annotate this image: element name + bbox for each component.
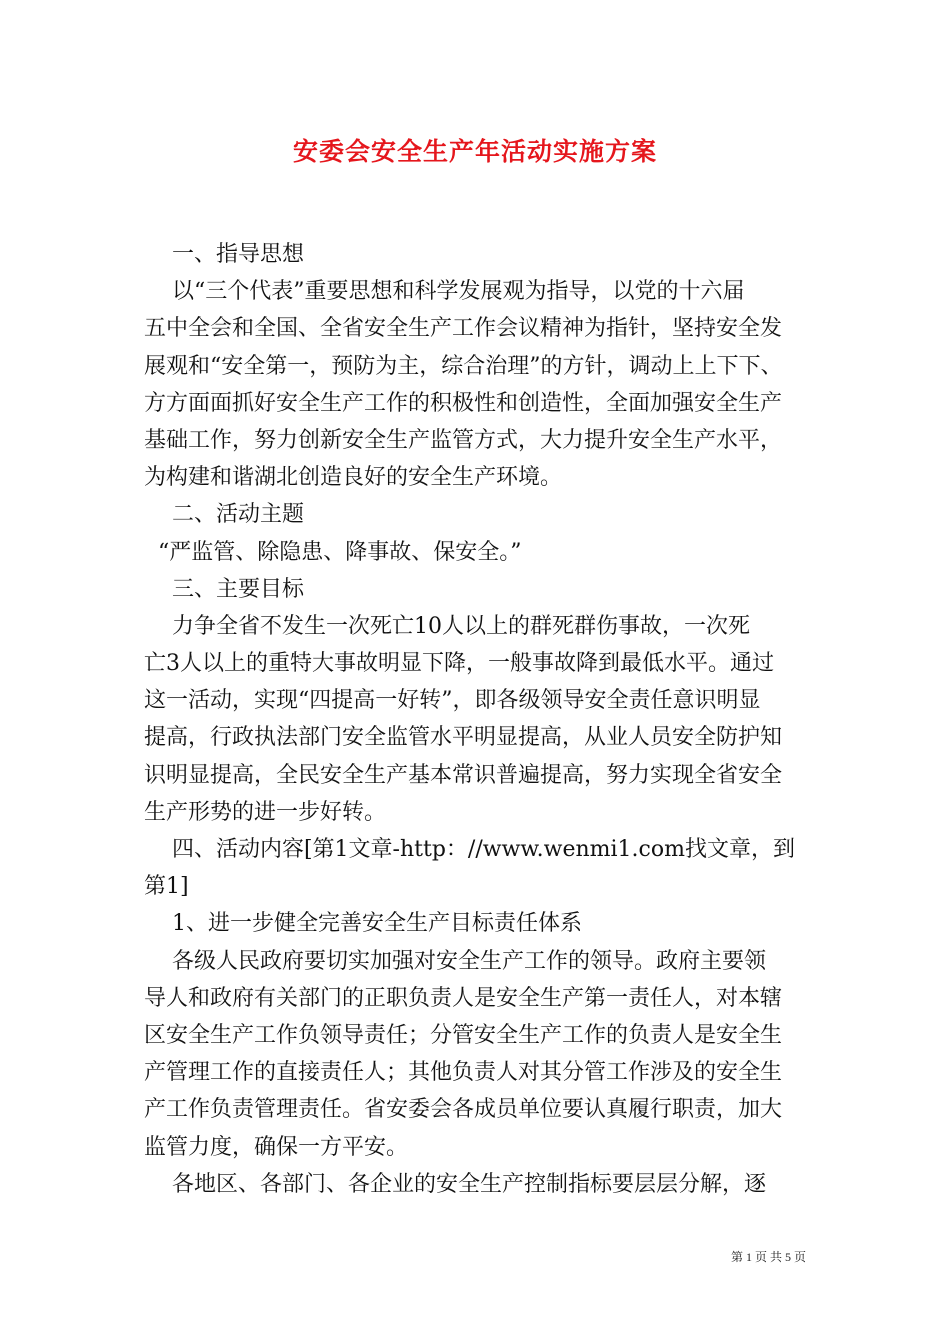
paragraph-line: 监管力度，确保一方平安。 — [144, 1134, 409, 1160]
paragraph-line: 生产形势的进一步好转。 — [144, 799, 387, 825]
paragraph-line: 第1] — [144, 874, 189, 900]
paragraph-line: 亡3人以上的重特大事故明显下降，一般事故降到最低水平。通过 — [144, 651, 774, 677]
heading-main-goals: 三、主要目标 — [144, 576, 304, 602]
paragraph-line: 产工作负责管理责任。省安委会各成员单位要认真履行职责，加大 — [144, 1097, 783, 1123]
document-title: 安委会安全生产年活动实施方案 — [292, 137, 657, 166]
paragraph-line: 区安全生产工作负领导责任；分管安全生产工作的负责人是安全生 — [144, 1022, 783, 1048]
paragraph-line: 识明显提高，全民安全生产基本常识普遍提高，努力实现全省安全 — [144, 762, 783, 788]
paragraph-line: 五中全会和全国、全省安全生产工作会议精神为指针，坚持安全发 — [144, 316, 783, 342]
activity-slogan: “严监管、除隐患、降事故、保安全。” — [144, 539, 522, 565]
paragraph-line: 为构建和谐湖北创造良好的安全生产环境。 — [144, 465, 563, 491]
paragraph-line: 各级人民政府要切实加强对安全生产工作的领导。政府主要领 — [144, 948, 766, 974]
subheading-responsibility-system: 1、进一步健全完善安全生产目标责任体系 — [144, 911, 582, 937]
heading-activity-content: 四、活动内容[第1文章-http：//www.wenmi1.com找文章，到 — [144, 837, 795, 862]
paragraph-line: 产管理工作的直接责任人；其他负责人对其分管工作涉及的安全生 — [144, 1060, 783, 1086]
paragraph-line: 导人和政府有关部门的正职负责人是安全生产第一责任人，对本辖 — [144, 985, 783, 1011]
heading-activity-theme: 二、活动主题 — [144, 502, 304, 528]
paragraph-line: 基础工作，努力创新安全生产监管方式，大力提升安全生产水平， — [144, 427, 783, 453]
document-body — [144, 236, 812, 1203]
paragraph-line: 各地区、各部门、各企业的安全生产控制指标要层层分解，逐 — [144, 1171, 766, 1197]
paragraph-line: 以“三个代表”重要思想和科学发展观为指导，以党的十六届 — [144, 279, 745, 305]
heading-guiding-ideology: 一、指导思想 — [144, 242, 304, 267]
paragraph-line: 方方面面抓好安全生产工作的积极性和创造性，全面加强安全生产 — [144, 390, 783, 416]
paragraph-line: 这一活动，实现“四提高一好转”，即各级领导安全责任意识明显 — [144, 688, 761, 714]
paragraph-line: 力争全省不发生一次死亡10人以上的群死群伤事故，一次死 — [144, 613, 750, 639]
page-number: 第 1 页 共 5 页 — [730, 1250, 806, 1264]
paragraph-line: 展观和“安全第一，预防为主，综合治理”的方针，调动上上下下、 — [144, 353, 783, 379]
paragraph-line: 提高，行政执法部门安全监管水平明显提高，从业人员安全防护知 — [144, 725, 783, 751]
